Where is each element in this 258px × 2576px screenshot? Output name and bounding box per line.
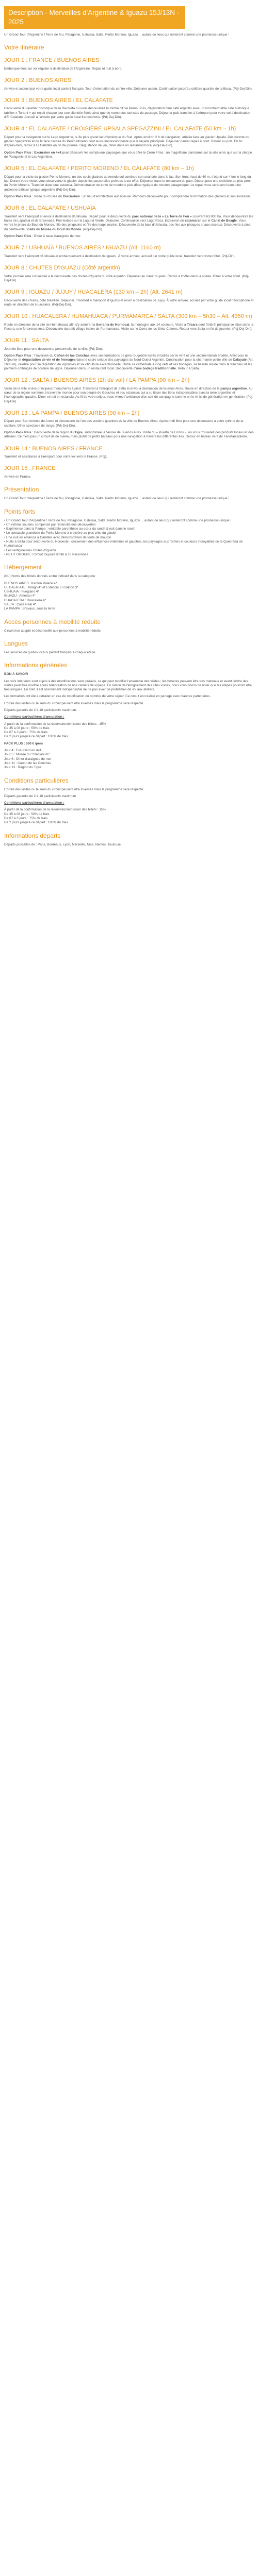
points-forts-item: • Le spectacle grandiose du Perito Moreno à croisière au plus près du glacier xyxy=(4,531,117,535)
day-title: JOUR 9 : IGUAZU / JUJUY / HUACALERA (130 km – 2h) (Alt. 2641 m) xyxy=(4,289,183,296)
itinerary-heading: Votre itinéraire xyxy=(4,44,44,52)
day-title: JOUR 5 : EL CALAFATE / PERITO MORENO / EL CALAFATE (80 km – 1h) xyxy=(4,165,194,172)
hebergement-list xyxy=(4,582,254,612)
condition-line: De 07 à 3 jours : 75% de frais xyxy=(4,731,48,735)
day-title: JOUR 4 : EL CALAFATE / CROISIÈRE UPSALA SPEGAZZINI / EL CALAFATE (50 km – 1h) xyxy=(4,126,236,132)
hotel-line: HUACALERA : Huacalera 4* xyxy=(4,598,46,602)
day-paragraph: Option Pack Plus : Traversée du Cañon de las Conchas avec ses formations de grès rougeâtre lissés et taillés par le vent et une sédimentation érodée. Arrêt pour le Déjeuner et dégustation de vin et de fromages dans le cadre unique des paysages du Nord-Ouest Argentin. Continuation pour la charmante petite ville de Cafayate (Alt. 1683 m), célèbre pour sa réputation de vignobles et sa viticulture exceptionnelle. Outre sa cathédrale à cinq nefs et ses bodegas, sa beauté réside dans la fraîcheur et les palmiers ombragés de bordure de vigne. Déjeuner dans un restaurant local. Découverte d'une bodega traditionnelle. Retour à Salta. xyxy=(4,354,254,370)
mobilite-heading: Accès personnes à mobilité réduite xyxy=(4,618,101,625)
day-paragraph: Transfert vers l'aéroport et envol à destination d'Ushuaïa. Départ pour la découverte du parc national de la « La Terre de Feu » couvrant 63 000 ha. Vous découvrirez les baies de Lapataia et de Ensenada. Puis balade sur la Laguna Verde. Déjeuner. Continuation vers Lago Roca. Excursion en catamaran sur le Canal de Beagle. Vous verrez le phare du Bout du Monde, l'île des pingouins et l'île des loups marins. Découverte de la baie d'Ushuaïa, des îles aux phoques et aux oiseaux. Découverte à pied du centre-ville. Visite du Musée du Bout du Monde. (Pdj-Dej-Din). xyxy=(4,214,253,231)
day-paragraph: Départ pour San Antonio de Areco et découverte de l'un des anciens quartiers de la ville de Buenos Aires. Après-midi libre pour une découverte à votre rythme de la capitale. Dîner spectacle de tango. (Pdj-Dej-Din). xyxy=(4,419,244,428)
points-forts-item: • Nuits à Salta pour découverte du Noroeste : croisement des influences indiennes et gauchos, les paysages aux formes et couleurs incroyables de la Quebrada de Humahuaca xyxy=(4,540,243,548)
day-title: JOUR 12 : SALTA / BUENOS AIRES (2h de vol) / LA PAMPA (90 km – 2h) xyxy=(4,377,190,384)
condition-line: De 35 à 08 jours : 50% de frais xyxy=(4,812,50,816)
intro-text: Un Grand Tour d'Argentine ! Terre de feu, Patagonie, Ushuaia, Salta, Perito Moreno, Iguazu ... autant de lieux qui resteront comme une promesse unique ! xyxy=(4,33,230,37)
hotel-line: BUENOS AIRES : Kenton Palace 4* xyxy=(4,581,57,585)
day-paragraph: Route en direction de la cité de Humahuaca afin d'y admirer la Serranía de Hornocal, la montagne aux 14 couleurs. Visite à Tilcara dont l'intérêt principal se situe dans la Pucara, une forteresse inca. Découverte du petit village indien de Purmamarca. Visite sur le Cerro de los Siete Colores. Retour vers Salta en fin de journée. (Pdj-Dej-Din). xyxy=(4,323,253,331)
pack-plus-item: Jour 4 : Excursion en 4x4 xyxy=(4,749,42,753)
infos-heading: Informations générales xyxy=(4,662,68,669)
langues-text: Les services de guides locaux parlant français à chaque étape. xyxy=(4,650,96,654)
condition-line: De 2 jours jusqu'à ce départ : 100% de frais xyxy=(4,735,68,739)
points-forts-item: • Expérience dans la Pampa : véritable parenthèse au cœur du ranch & nuit dans le ranch xyxy=(4,527,136,531)
page xyxy=(0,6,258,847)
day-paragraph: Découverte du quartier historique de la Recoleta où vous découvrirez la tombe d'Eva Peron. Puis, dégustation d'un café argentin avec un incontournable café historique tabiflex « Tortoni » qui reçoit chaque jour une clientèle fidèle ainsi que de nombreux touristes de passage. Déjeuner puis transfert à l'aéroport pour votre vol à destination d'El Calafate. Accueil à l'arrivée par votre guide local francophone. (Pdj-Dej-Din). xyxy=(4,107,250,119)
day-title: JOUR 7 : USHUAÏA / BUENOS AIRES / IGUAZU (Alt. 1160 m) xyxy=(4,245,161,251)
day-paragraph: Transfert vers l'aéroport d'Ushuaïa et embarquement à destination de Iguazu. À votre arrivée, accueil par votre guide local, transfert vers votre hôtel. (Pdj-Din). xyxy=(4,254,236,258)
day-title: JOUR 10 : HUACALERA / HUMAHUACA / PURMAMARCA / SALTA (300 km – 5h30 – Alt. 4350 m) xyxy=(4,313,252,320)
infos-para-1: Les vols intérieurs sont sujets à des modifications sans préavis, ce qui peut modifier l'ensemble des visites ; les horaires peuvent être très matinaux et avant l'ordre des visites peut être modifié après l'élaboration de nos carnets de voyage. En raison de l'éloignement des sites visités, nous vous prions de noter que les étapes pourront être très longues. En bref, il est absolument indispensable de ne pas avoir de problèmes de vol aux ateliers. xyxy=(4,679,252,692)
points-forts-item: • Un rythme soutenu compensé par l'intensité des découvertes xyxy=(4,522,96,527)
presentation-heading: Présentation xyxy=(4,486,39,494)
day-title: JOUR 8 : CHUTES D'IGUAZU (Côté argentin) xyxy=(4,265,120,272)
hebergement-heading: Hébergement xyxy=(4,564,42,571)
points-forts-item: • Une nuit en estancia à Calafate avec démonstration de tonte de mouton xyxy=(4,535,111,539)
condition-line: À partir de la confirmation de la réservation/émission des billets : 15% xyxy=(4,808,106,812)
day-paragraph: Votre journée sera consacrée à la découverte des chutes d'Iguazu du côté argentin. Déjeuner au cœur du parc. Retour à l'hôtel dans la soirée. Dîner à votre hôtel. (Pdj-Dej-Din). xyxy=(4,274,249,282)
pack-plus-list xyxy=(4,749,254,770)
conditions-annulation-list xyxy=(4,808,254,825)
day-paragraph: Visite de la ville et des principaux monuments à pied. Transfert à l'aéroport de Salta et envol à destination de Buenos Aires. Route en direction de la pampa argentine. Au cœur de la région nommée à travers le monde pour son peuple de Gauchos et ses estancias qui a su tisser des liens indispensables avec la terre argentine et l'iconographie gaucho. Dîner et nuit en estancia. Au fil de votre séjour, vous vivrez l'ambiance d'un soir de campagne comme on le vit ici de génération en génération. (Pdj-Dej-Din). xyxy=(4,386,253,403)
mobilite-text: Circuit non adapté et déconseillé aux personnes à mobilité réduite. xyxy=(4,629,102,633)
hebergement-intro: (NL) Noms des hôtels donnés à titre indicatif dans la catégorie xyxy=(4,574,95,579)
day-title: JOUR 15 : FRANCE xyxy=(4,465,56,472)
points-forts-list xyxy=(4,519,254,557)
condition-line: De 35 à 08 jours : 50% de frais xyxy=(4,726,50,730)
infos-para-4: Départs garantis de 2 à 18 participants maximum. xyxy=(4,708,77,712)
title-banner xyxy=(4,6,185,29)
infos-conditions-list xyxy=(4,722,254,739)
day-paragraph: Départ pour la navigation sur le Lago Argentino, le 3e plus grand lac d'Amérique du Sud. Après environ 2 h de navigation, arrivée face au glacier Upsala. Découverte du glacier Spegazzini et de la face cachée du Perito Moreno, tout aussi impressionnante que la façade principale. Déjeuner panier-repas à bord. Retour au port. En fin d'après-midi, retour à El Calafate en fin de journée. Dégustation de vin, dîner dans un restaurant local (Pdj-Dej-Din). xyxy=(4,135,249,148)
day-title: JOUR 14 : BUENOS AIRES / FRANCE xyxy=(4,445,103,452)
day-paragraph: Embarquement sur vol régulier à destination de l'Argentine. Repas et nuit à bord. xyxy=(4,66,122,71)
condition-line: De 07 à 3 jours : 75% de frais xyxy=(4,817,48,821)
infos-para-2: Les formalités ont été à retraiter en cas de modification du nombre de votre séjour. Ce circuit est réalisé en partage avec d'autres partenaires. xyxy=(4,694,211,699)
points-forts-heading: Points forts xyxy=(4,507,36,515)
pack-plus-title: PACK PLUS : 590 € /pers xyxy=(4,741,43,745)
day-title: JOUR 1 : FRANCE / BUENOS AIRES xyxy=(4,57,100,64)
bon-a-savoir-label: BON À SAVOIR xyxy=(4,672,28,676)
points-forts-item: • Un Grand Tour d'Argentine ! Terre de feu, Patagonie, Ushuaia, Salta, Perito Moreno, Iguazu ... autant de lieux qui resteront comme une promesse unique ! xyxy=(4,518,232,522)
day-title: JOUR 13 : LA PAMPA / BUENOS AIRES (90 km – 2h) xyxy=(4,410,140,416)
day-title: JOUR 6 : EL CALAFATE / USHUAÏA xyxy=(4,205,96,212)
pack-plus-item: Jour 11 : Canon de las Conchas xyxy=(4,761,51,765)
day-paragraph: Option Pack Plus : Découverte de la région du Tigre, surnommée la Venise de Buenos Aires. Visite du « Puerto de Frutos », où vous trouverez des produits locaux et des artisans. Ce n'est pas un circuit de de rivière, mais plutôt de petits bateaux pour une navigation à travers les différentes îles. Retour en bateau vers de Fenetarcadierre. xyxy=(4,431,254,439)
day-paragraph: Option Pack Plus : Visite du musée du Glaciarium : un lieu d'architecture audacieuse. Parcours découverte pour comprendre la formation des glaciers et son évolution. xyxy=(4,194,251,198)
day-title: JOUR 11 : SALTA xyxy=(4,337,49,344)
presentation-text: Un Grand Tour d'Argentine ! Terre de feu, Patagonie, Ushuaia, Salta, Perito Moreno, Iguazu ... autant de lieux qui resteront comme une promesse unique ! xyxy=(4,497,230,501)
langues-heading: Langues xyxy=(4,639,28,647)
conditions-heading: Conditions particulières xyxy=(4,776,69,784)
itinerary-days xyxy=(0,57,258,479)
condition-line: De 2 jours jusqu'à ce départ : 100% de frais xyxy=(4,821,68,825)
day-paragraph: Découverte des chutes, côté brésilien. Déjeuner. Transfert à l'aéroport d'Iguazu et envol à destination de Jujuy. À votre arrivée, accueil par votre guide local francophone et route en direction de Huacalera. (Pdj-Dej-Din). xyxy=(4,298,254,307)
conditions-para-1: L'ordre des visites ou le sens du circuit peuvent être inversés mais le programme sera respecté. xyxy=(4,787,144,791)
hotel-line: LA PAMPA : Bravaux, sous la tente xyxy=(4,607,55,611)
day-title: JOUR 2 : BUENOS AIRES xyxy=(4,77,72,84)
pack-plus-item: Jour 6 : Dîner d'araignée de mer xyxy=(4,757,52,761)
departs-heading: Informations départs xyxy=(4,832,61,839)
condition-line: À partir de la confirmation de la réservation/émission des billets : 15% xyxy=(4,722,106,726)
day-paragraph: Option Pack Plus : Excursion en 4x4 pour découvrir les somptueux paysages que vous offre le Cerro Frías : un magnifique panorama sur la ville ainsi que sur la steppe de Patagonie et le Lac Argentino. xyxy=(4,150,252,159)
points-forts-item: • Les vertigineuses chutes d'Iguazu xyxy=(4,548,56,552)
day-paragraph: Option Pack Plus : Dîner à base d'araignée de mer. xyxy=(4,234,81,238)
day-paragraph: Journée libre pour une découverte personnelle de la ville. (Pdj-Din). xyxy=(4,347,103,351)
conditions-para-2: Départs garantis de 2 à 18 participants maximum xyxy=(4,794,76,798)
day-title: JOUR 3 : BUENOS AIRES / EL CALAFATE xyxy=(4,97,113,104)
points-forts-item: • PETIT GROUPE ! Circuit toujours limité à 18 Personnes xyxy=(4,552,88,556)
infos-para-3: L'ordre des visites ou le sens du circuit peuvent être inversés mais le programme sera respecté. xyxy=(4,701,144,705)
day-paragraph: Transfert et assistance à l'aéroport pour votre vol vers la France. (Pdj). xyxy=(4,455,107,459)
hotel-line: EL CALAFATE : Imago 4* et Estancia El Galpon 3* xyxy=(4,585,78,589)
day-paragraph: Départ pour la visite du glacier Perito Moreno, un des seuls glaciers au monde qui continue son avancée dans le lac. Son front, haut de 60 m, s'étend sur 4 km le long du lac. Durant votre visite, vous observerez le glacier depuis les passerelles prévues à cet effet. Déjeuner dans le restaurant du parc. Départ pour une croisière au plus près du Perito Moreno. Transfert dans une estancia. Démonstration de tonte de moutons puis dîner typique de mouton patagonique. Le repas vous sera servi dans une ancienne bâtisse typique argentine (Pdj-Dej-Din). xyxy=(4,175,251,192)
day-paragraph: Arrivée et accueil par votre guide local parlant français. Tour d'orientation du centre-ville. Déjeuner asado. Continuation jusqu'au célèbre quartier de la Boca. (Pdj-Dej-Din). xyxy=(4,87,253,91)
pack-plus-item: Jour 13 : Région du Tigre xyxy=(4,766,41,770)
pack-plus-item: Jour 5 : Musée du "Glaciarium" xyxy=(4,753,50,757)
day-paragraph: Arrivée en France. xyxy=(4,474,31,479)
hotel-line: SALTA : Casa Real 4* xyxy=(4,603,36,607)
conditions-annulation-title: Conditions particulières d'annulation : xyxy=(4,801,64,805)
hotel-line: IGUAZU : Amerian 4* xyxy=(4,594,36,598)
departs-text: Départs possibles de : Paris, Bordeaux, Lyon, Marseille, Nice, Nantes, Toulouse xyxy=(4,842,121,846)
infos-conditions-title: Conditions particulières d'annulation : xyxy=(4,715,64,719)
hotel-line: USHUAIA : Fuegiano 4* xyxy=(4,590,39,594)
page-title: Description - Merveilles d'Argentine & Iguazu 15J/13N - 2025 xyxy=(8,9,180,26)
